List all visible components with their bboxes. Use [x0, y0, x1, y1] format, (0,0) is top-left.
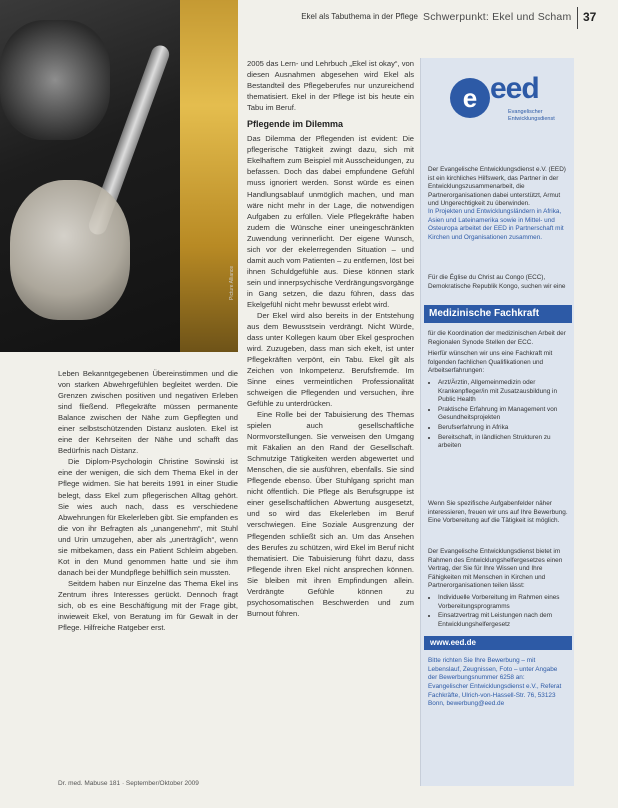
paragraph: Leben Bekanntgegebenen Übereinstimmen und die von starken Abwehrgefühlen begleitet werden. Die Grenzen zwischen positiven und negativen Erleben sind fließend. Pflegekräfte müssen permanente Balance zwischen der Nähe zum Gepflegten und einer selbstschützenden Distanz ausloten. Ekel ist eine der Kehrseiten der Nähe und schafft das Bedürfnis nach Distanz.	[58, 369, 238, 456]
ad-offer	[428, 548, 568, 632]
eed-logo-subtitle: Evangelischer Entwicklungsdienst	[508, 109, 555, 122]
section-title: Schwerpunkt: Ekel und Scham	[423, 11, 572, 23]
requirements-list	[428, 379, 568, 451]
article-column-middle-bottom	[247, 409, 414, 619]
list-item: • Individuelle Vorbereitung im Rahmen eines Vorbereitungsprogramms	[438, 594, 568, 611]
subheading: Pflegende im Dilemma	[247, 119, 344, 130]
paragraph: Die Diplom-Psychologin Christine Sowinski ist eine der wenigen, die sich dem Thema Ekel in der Pflege widmen. Sie hat bereits 1991 in einer Studie belegt, dass Ekel zum pflegerischen Alltag gehört. Sie wies auch nach, dass es verschiedene Abwehrungen für Ekelerleben gibt. Sie empfanden es die von ihr Befragten als „unangenehm“, mit Stuhl und Urin umzugehen, aber als „unerträglich“, wenn sie mitbekamen, dass ein Patient Schleim abgeben. Kot in den Mund genommen hatte und sie ihm danach bei der Mundpflege behilflich sein mussten.	[58, 457, 238, 577]
ad-offer-text: Der Evangelische Entwicklungsdienst bietet im Rahmen des Entwicklungshelfergesetzes einen Vertrag, der Sie für Ihre Wissen und Ihre Fähigkeiten mit Menschen in Kirchen und Partnerorganisationen teilen lässt:	[428, 548, 563, 590]
paragraph: Seitdem haben nur Einzelne das Thema Ekel ins Zentrum ihres Interesses gerückt. Dennoch fragt sich, ob es eine Beschäftigung mit der Frage gibt, inwieweit Ekel, von Beratung im für Gewalt in der Pflege. Hilfreiche Ratgeber erst.	[58, 578, 238, 633]
ad-requirements	[428, 330, 568, 454]
ad-church: Für die Église du Christ au Congo (ECC), Demokratische Republik Kongo, suchen wir eine	[428, 274, 566, 290]
header-divider	[577, 7, 578, 29]
eed-logo-mark: e	[450, 78, 490, 118]
list-item: • Berufserfahrung in Afrika	[438, 424, 568, 433]
website-link[interactable]: www.eed.de	[424, 636, 572, 650]
job-title-banner: Medizinische Fachkraft	[424, 305, 572, 323]
list-item: • Arzt/Ärztin, Allgemeinmedizin oder Krankenpfleger/in mit Zusatzausbildung in Public Health	[438, 379, 568, 405]
paragraph: 2005 das Lern- und Lehrbuch „Ekel ist okay“, von diesen Ausnahmen abgesehen wird Ekel als Bestandteil des Pflegeberufes nur unzureichend thematisiert. Ekel in der Pflege ist bis heute ein Tabu im Beruf.	[247, 59, 414, 113]
ad-address: Evangelischer Entwicklungsdienst e.V., Referat Fachkräfte, Ulrich-von-Hassell-Str. 76, 53123 Bonn, bewerbung@eed.de	[428, 683, 562, 708]
page-number: 37	[583, 10, 597, 24]
photo-credit: Picture Alliance	[229, 265, 235, 300]
ad-contact: Bitte richten Sie Ihre Bewerbung – mit Lebenslauf, Zeugnissen, Foto – unter Angabe der Bewerbungsnummer 6258 an:	[428, 657, 558, 682]
ad-req-intro: Hierfür wünschen wir uns eine Fachkraft mit folgenden fachlichen Qualifikationen und Arbeitserfahrungen:	[428, 350, 553, 375]
ad-intro: Der Evangelische Entwicklungsdienst e.V. (EED) ist ein kirchliches Hilfswerk, das Partner in der Entwicklungszusammenarbeit, die Partnerorganisationen dabei unterstützt, Armut und Ungerechtigkeit zu überwinden.	[428, 166, 566, 208]
article-photo	[0, 0, 238, 352]
photo-hand-shape	[0, 20, 110, 140]
column-divider	[420, 58, 421, 786]
list-item: • Einsatzvertrag mit Leistungen nach dem Entwicklungshelfergesetz	[438, 612, 568, 629]
list-item: • Praktische Erfahrung im Management von Gesundheitsprojekten	[438, 406, 568, 423]
ad-blue-text: In Projekten und Entwicklungsländern in Afrika, Asien und Lateinamerika sowie in Mittel- und Osteuropa arbeitet der EED in Partnerschaft mit Kirchen und Organisationen zusammen.	[428, 208, 564, 241]
paragraph: Das Dilemma der Pflegenden ist evident: Die pflegerische Tätigkeit zwingt dazu, sich mit Ekelhaftem zum Beispiel mit Ausscheidungen, zu befassen. Doch das dabei empfundene Gefühl muss ignoriert werden. Sonst würde es einen Handlungsablauf unmöglich machen, und man wäre nicht mehr in der Lage, die notwendigen Aufgaben zu erfüllen. Viele Pflegekräfte haben zudem die Wünsche einer uneingeschränkten Zuwendung verinnerlicht. Der eigene Wunsch, sich vor der ekelerregenden Situation – und damit auch vom Patienten – zu entfernen, löst bei ihnen Schuldgefühle aus. Diese können stark sein und innerpsychische Verdrängungsvorgänge in Gang setzen, die dazu führen, dass das Ekelgefühl nicht mehr bewusst erlebt wird.	[247, 134, 414, 309]
eed-logo	[450, 70, 570, 140]
paragraph: Eine Rolle bei der Tabuisierung des Themas spielen auch gesellschaftliche Normvorstellungen. Sie verweisen den Umgang mit Fäkalien an den Rand der Gesellschaft. Schmutzige Tätigkeiten werden abgewertet und Menschen, die sie ausführen, ebenfalls. Sie sind Pflegende ebenso. Über Stuhlgang spricht man nicht öffentlich. Die Pflege als Berufsgruppe ist einer gesellschaftlichen Abwertung ausgesetzt, und so wird das Ekelerleben im Beruf verschwiegen. Eine Soziale Ausgrenzung der Pflegenden schließt sich an. Um das Ansehen des Berufes zu schützen, wird Ekel im Beruf nicht thematisiert. Die Tabuisierung führt dazu, dass Pflegende ihren Ekel nicht ansprechen können. Sie bleiben mit ihren Empfindungen allein. Verdrängte Gefühle können zu psychosomatischen Beschwerden und zum Burnout führen.	[247, 410, 414, 618]
paragraph: Der Ekel wird also bereits in der Entstehung aus dem Bewusstsein verdrängt. Nicht Würde, dass unter Kollegen kaum über Ekel gesprochen wird. Zuzugeben, dass man sich ekelt, ist unter Pflegekräften verpönt, ein Tabu. Ekel gilt als Zeichen von Inkompetenz. Berufsfremde. Im Sinne eines vermeintlichen Professionalität schweigen die Pflegenden und versuchen, ihre Gefühle zu unterdrücken.	[247, 311, 414, 409]
article-column-left	[58, 368, 238, 633]
ad-detail: Wenn Sie spezifische Aufgabenfelder näher interessieren, freuen wir uns auf Ihre Bewerbung. Eine Vorbereitung auf die Tätigkeit ist möglich.	[428, 500, 568, 525]
article-column-middle	[247, 58, 414, 409]
running-head: Ekel als Tabuthema in der Pflege	[301, 12, 418, 21]
photo-bag-shape	[10, 180, 130, 320]
ad-role: für die Koordination der medizinischen Arbeit der Regionalen Synode Stellen der ECC.	[428, 330, 566, 346]
offer-list	[428, 594, 568, 629]
eed-logo-word: eed	[490, 72, 539, 105]
page-footer: Dr. med. Mabuse 181 · September/Oktober 2009	[58, 780, 199, 787]
list-item: • Bereitschaft, in ländlichen Strukturen zu arbeiten	[438, 434, 568, 451]
